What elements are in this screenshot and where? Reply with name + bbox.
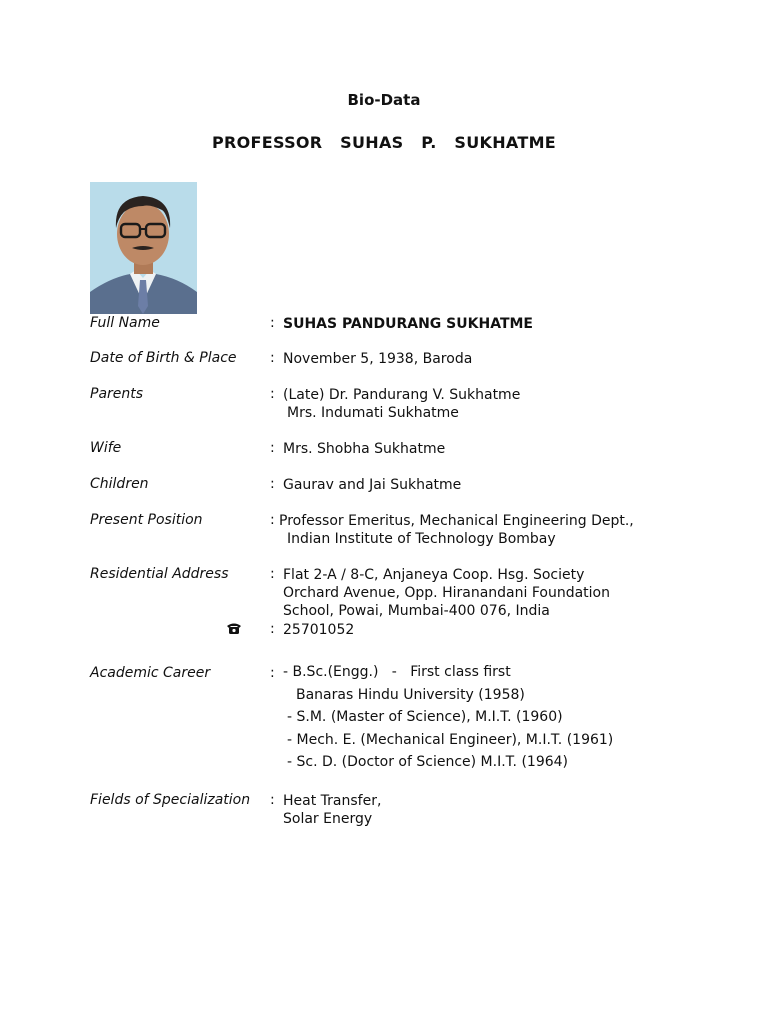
address-line: Flat 2-A / 8-C, Anjaneya Coop. Hsg. Society [283,567,585,583]
colon: : [270,315,275,331]
colon: : [270,566,275,582]
value-academic-career [283,661,613,774]
colon: : [270,350,275,366]
label-parents: Parents [90,386,144,402]
specialization-line: Heat Transfer, [283,793,382,809]
colon: : [270,440,275,456]
specialization-line: Solar Energy [283,811,373,827]
value-residential-address [283,566,610,620]
colon: : [270,386,275,402]
colon: : [270,476,275,492]
value-fields-of-specialization [283,792,381,828]
colon: : [270,512,275,528]
value-parents [283,386,520,422]
academic-line: Banaras Hindu University (1958) [296,686,525,703]
position-line: Indian Institute of Technology Bombay [287,531,556,547]
label-residential-address: Residential Address [90,566,229,582]
label-wife: Wife [90,440,122,456]
value-dob: November 5, 1938, Baroda [283,351,473,367]
label-present-position: Present Position [90,512,203,528]
academic-line: - S.M. (Master of Science), M.I.T. (1960) [287,709,563,725]
colon: : [270,792,275,808]
value-full-name: SUHAS PANDURANG SUKHATME [283,316,533,332]
document-title: Bio-Data [347,91,421,109]
colon: : [270,621,275,637]
label-academic-career: Academic Career [90,665,211,681]
position-line: Professor Emeritus, Mechanical Engineering Dept., [279,513,634,529]
address-line: School, Powai, Mumbai-400 076, India [283,603,550,619]
label-full-name: Full Name [90,315,160,331]
value-children: Gaurav and Jai Sukhatme [283,477,462,493]
portrait-photo [90,182,197,314]
parents-line: Mrs. Indumati Sukhatme [287,405,459,421]
colon: : [270,665,275,681]
value-present-position [279,512,634,548]
academic-line: - Sc. D. (Doctor of Science) M.I.T. (1964) [287,754,569,770]
address-line: Orchard Avenue, Opp. Hiranandani Foundation [283,585,610,601]
person-title: PROFESSOR SUHAS P. SUKHATME [211,133,557,152]
label-children: Children [90,476,149,492]
portrait-illustration [90,182,197,314]
parents-line: (Late) Dr. Pandurang V. Sukhatme [283,387,521,403]
label-fields-of-specialization: Fields of Specialization [90,792,251,808]
value-wife: Mrs. Shobha Sukhatme [283,441,446,457]
academic-line: - B.Sc.(Engg.) - First class first [283,664,511,680]
value-phone: 25701052 [283,622,355,638]
label-dob: Date of Birth & Place [90,350,237,366]
academic-line: - Mech. E. (Mechanical Engineer), M.I.T. (1961) [287,731,614,748]
telephone-icon [226,621,242,635]
